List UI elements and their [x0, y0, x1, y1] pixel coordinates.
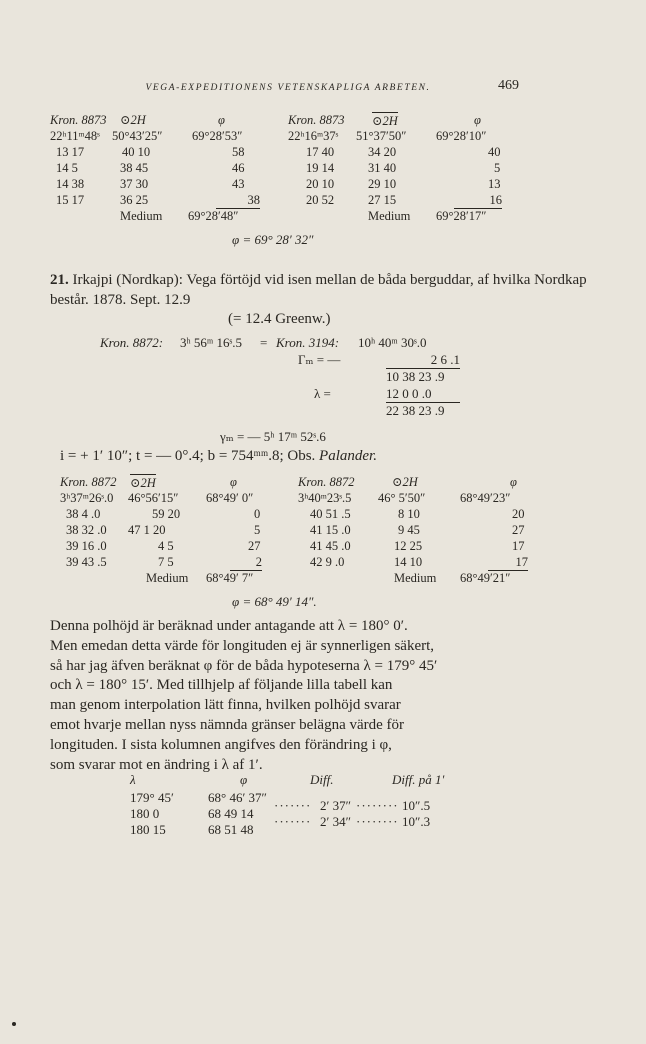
paragraph-line: som svarar mot en ändring i λ af 1′. [50, 756, 263, 773]
table-cell: 46 [232, 161, 245, 175]
section-21-heading [50, 271, 598, 310]
column-header: Diff. [310, 772, 334, 787]
observation-parameters [60, 448, 377, 465]
page-number: 469 [498, 78, 519, 93]
column-header: Kron. 8873 [50, 113, 107, 127]
column-header: φ [474, 113, 481, 127]
table-cell: 3ʰ37ᵐ26ˢ.0 [60, 491, 114, 505]
kron-label-2: Kron. 3194: [276, 335, 340, 350]
difference-value: 22 38 23 .9 [386, 403, 445, 418]
table-cell: 14 38 [56, 177, 85, 191]
paragraph-line: och λ = 180° 15′. Med tillhjelp af följande lilla tabell kan [50, 677, 393, 694]
parameters-text: i = + 1′ 10″; t = — 0°.4; b = 754ᵐᵐ.8; Obs. [60, 448, 316, 464]
column-header: ⊙2H [372, 114, 398, 128]
section-text: Irkajpi (Nordkap): Vega förtöjd vid isen mellan de båda berguddar, af hvilka Nordkap består. 1878. Sept. 12.9 [50, 272, 587, 308]
table-cell: 5 [254, 523, 261, 537]
table-cell: 46° 5′50″ [378, 491, 426, 505]
gamma-label: Γₘ = — [298, 352, 341, 367]
column-header: λ [130, 772, 136, 787]
paragraph-line: Men emedan detta värde för longituden ej är synnerligen säkert, [50, 637, 435, 654]
medium-value: 69°28′17″ [436, 209, 487, 223]
table-cell: 68° 46′ 37″ [208, 790, 267, 805]
table-cell: 39 16 .0 [66, 539, 107, 553]
table-cell: 69°28′10″ [436, 129, 487, 143]
paragraph-line: longituden. I sista kolumnen angifves den förändring i φ, [50, 736, 392, 753]
medium-value: 68°49′ 7″ [206, 571, 254, 585]
column-header: ⊙2H [392, 475, 418, 489]
kron-label: Kron. 8872: [100, 335, 164, 350]
table-cell: 40 51 .5 [310, 507, 351, 521]
medium-label: Medium [394, 571, 437, 585]
table-cell: 41 45 .0 [310, 539, 351, 553]
table-cell: 22ʰ16ᵐ37ˢ [288, 129, 339, 143]
table-cell: 59 20 [152, 507, 181, 521]
table-cell: 19 14 [306, 161, 335, 175]
column-header: ⊙2H [130, 476, 156, 490]
leader-dots: ······· [274, 814, 312, 829]
diff-value: 2′ 34″ [320, 814, 352, 829]
table-cell: 179° 45′ [130, 790, 174, 805]
table-cell: 13 [488, 177, 501, 191]
medium-label: Medium [146, 571, 189, 585]
table-cell: 36 25 [120, 193, 149, 207]
paragraph-line: Denna polhöjd är beräknad under antagande att λ = 180° 0′. [50, 618, 408, 634]
per-minute-value: 10″.5 [402, 798, 431, 813]
table-cell: 20 [512, 507, 525, 521]
kron-value-2: 10ʰ 40ᵐ 30ˢ.0 [358, 335, 427, 350]
table-cell: 14 10 [394, 555, 423, 569]
gamma-m-result: γₘ = — 5ʰ 17ᵐ 52ˢ.6 [220, 429, 326, 444]
observer-name: Palander. [319, 448, 377, 464]
column-header: φ [510, 475, 517, 489]
table2-result: φ = 68° 49′ 14″. [232, 594, 317, 609]
table-cell: 27 15 [368, 193, 397, 207]
leader-dots: ········ [356, 814, 399, 829]
greenwich-note: (= 12.4 Greenw.) [228, 311, 331, 327]
per-minute-value: 10″.3 [402, 814, 431, 829]
paragraph-line: emot hvarje mellan nyss nämnda gränser belägna värde för [50, 716, 405, 733]
table-cell: 51°37′50″ [356, 129, 407, 143]
table-cell: 27 [248, 539, 261, 553]
table-cell: 37 30 [120, 177, 149, 191]
column-header: Kron. 8872 [298, 475, 355, 489]
table-cell: 29 10 [368, 177, 397, 191]
kron-value: 3ʰ 56ᵐ 16ˢ.5 [180, 335, 243, 350]
lambda-value: 12 0 0 .0 [386, 386, 460, 403]
column-header: ⊙2H [120, 113, 146, 127]
table-cell: 7 5 [158, 555, 174, 569]
table-cell: 41 15 .0 [310, 523, 351, 537]
table-cell: 20 52 [306, 193, 335, 207]
column-header: φ [240, 772, 248, 787]
table-cell: 0 [254, 507, 261, 521]
column-header: φ [218, 113, 225, 127]
table-cell: 68 51 48 [208, 822, 254, 837]
column-header: Diff. på 1′ [392, 772, 445, 787]
table-cell: 22ʰ11ᵐ48ˢ [50, 129, 100, 143]
table-cell: 68 49 14 [208, 806, 254, 821]
sum-value: 10 38 23 .9 [386, 369, 445, 384]
table-cell: 42 9 .0 [310, 555, 345, 569]
running-title: VEGA-EXPEDITIONENS VETENSKAPLIGA ARBETEN. [145, 83, 431, 93]
table-cell: 38 32 .0 [66, 523, 107, 537]
table1-result: φ = 69° 28′ 32″ [232, 232, 314, 247]
equals-sign: = [260, 335, 268, 350]
table-cell: 180 15 [130, 822, 166, 837]
table-cell: 40 10 [122, 145, 151, 159]
medium-label: Medium [368, 209, 411, 223]
column-header: φ [230, 475, 237, 489]
table-cell: 15 17 [56, 193, 85, 207]
paragraph-line: så har jag äfven beräknat φ för de båda hypoteserna λ = 179° 45′ [50, 657, 438, 674]
table-cell: 180 0 [130, 806, 160, 821]
table-cell: 50°43′25″ [112, 129, 163, 143]
table-cell: 47 1 20 [128, 523, 166, 537]
diff-value: 2′ 37″ [320, 798, 352, 813]
medium-label: Medium [120, 209, 163, 223]
table-cell: 12 25 [394, 539, 423, 553]
gamma-value: 2 6 .1 [386, 352, 460, 369]
table-cell: 14 5 [56, 161, 78, 175]
section-number: 21. [50, 272, 69, 288]
table-cell: 17 40 [306, 145, 335, 159]
column-header: Kron. 8873 [288, 113, 345, 127]
table-cell: 16 [454, 192, 502, 209]
leader-dots: ········ [356, 798, 399, 813]
table-cell: 38 4 .0 [66, 507, 101, 521]
table-cell: 39 43 .5 [66, 555, 107, 569]
table-cell: 68°49′23″ [460, 491, 511, 505]
lambda-label: λ = [314, 386, 331, 401]
table-cell: 5 [494, 161, 501, 175]
table-cell: 69°28′53″ [192, 129, 243, 143]
leader-dots: ······· [274, 798, 312, 813]
table-cell: 34 20 [368, 145, 397, 159]
difference-table [130, 770, 470, 840]
medium-value: 69°28′48″ [188, 209, 239, 223]
table-cell: 31 40 [368, 161, 397, 175]
column-header: Kron. 8872 [60, 475, 117, 489]
table-cell: 46°56′15″ [128, 491, 179, 505]
medium-value: 68°49′21″ [460, 571, 511, 585]
table-cell: 4 5 [158, 539, 174, 553]
table-cell: 2 [230, 554, 262, 571]
table-cell: 68°49′ 0″ [206, 491, 254, 505]
table-cell: 17 [488, 554, 528, 571]
table-cell: 40 [488, 145, 501, 159]
table-cell: 3ʰ40ᵐ23ˢ.5 [298, 491, 352, 505]
table-cell: 8 10 [398, 507, 420, 521]
table-cell: 9 45 [398, 523, 420, 537]
paragraph-line: man genom interpolation lätt finna, hvilken polhöjd svarar [50, 697, 401, 714]
table-cell: 58 [232, 145, 245, 159]
table-cell: 17 [512, 539, 525, 553]
table-cell: 20 10 [306, 177, 335, 191]
table-cell: 38 45 [120, 161, 149, 175]
table-cell: 38 [216, 192, 260, 209]
table-cell: 27 [512, 523, 525, 537]
body-paragraph [50, 617, 596, 775]
table-cell: 43 [232, 177, 245, 191]
ink-spot [12, 1022, 16, 1026]
table-cell: 13 17 [56, 145, 85, 159]
